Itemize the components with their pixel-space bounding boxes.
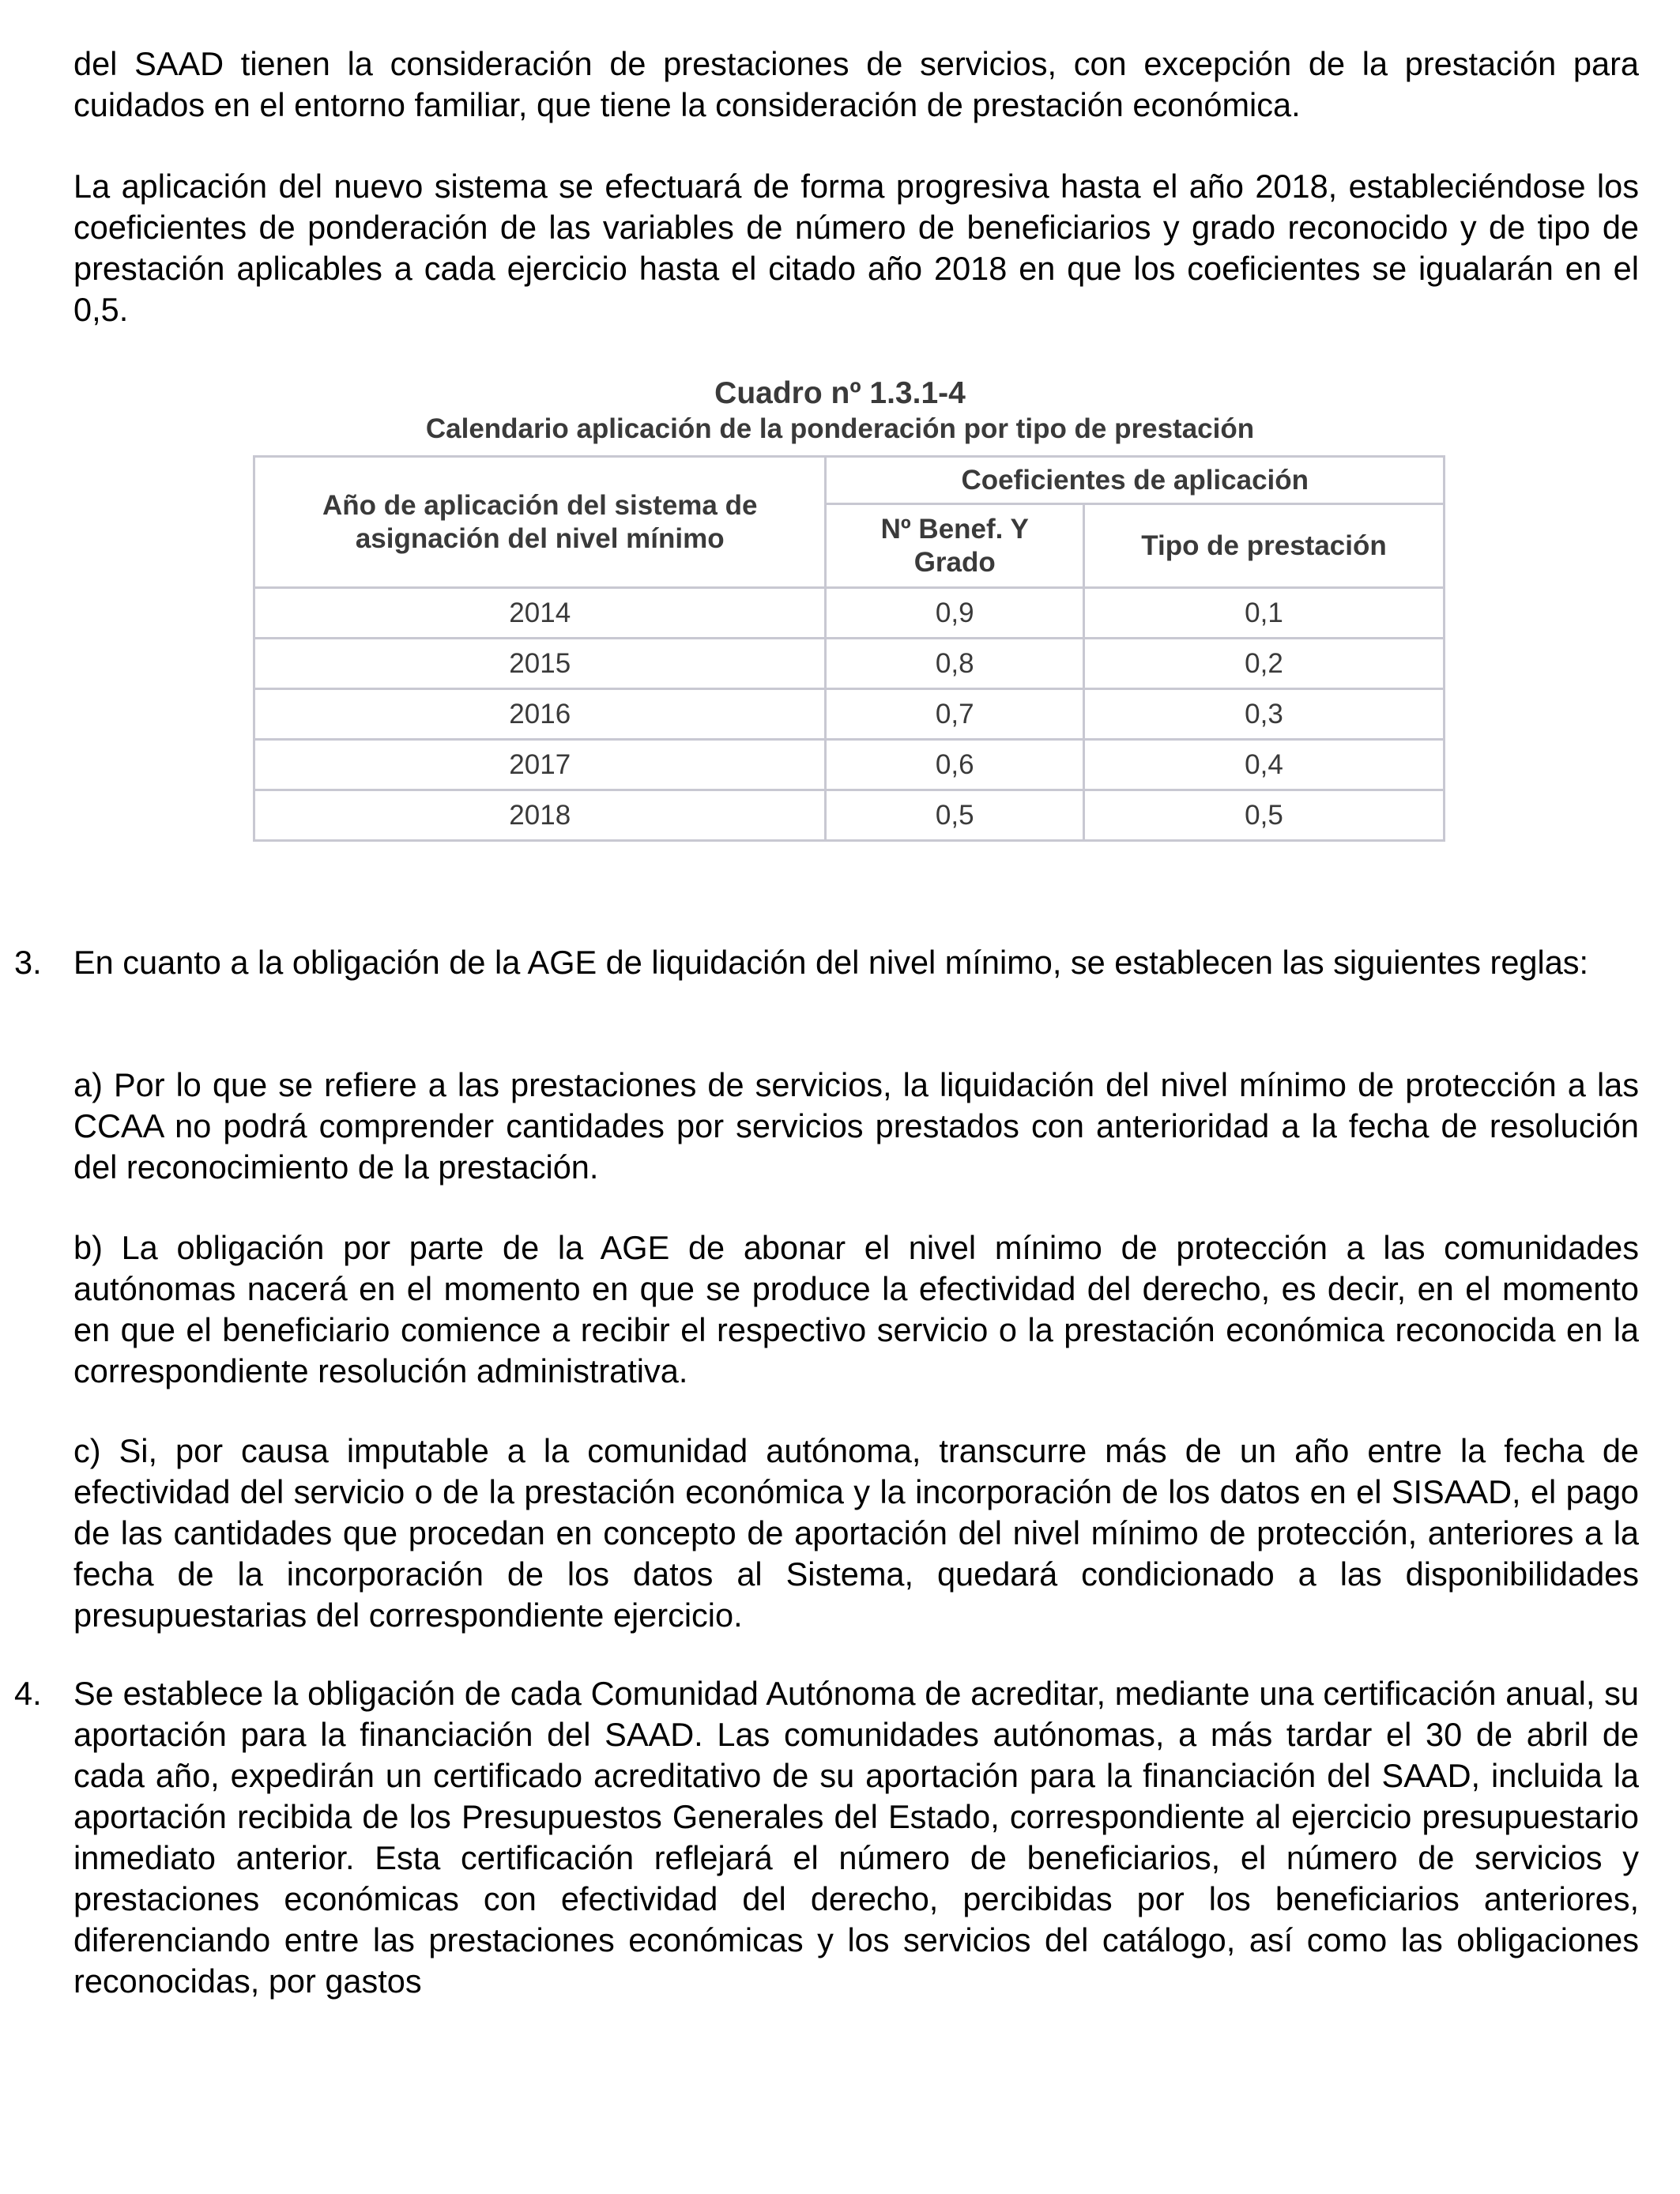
cell-benef: 0,6 [826,740,1084,790]
table-row [254,588,1445,639]
paragraph-intro: del SAAD tienen la consideración de prestaciones de servicios, con excepción de la prestación para cuidados en el entorno familiar, que tiene la consideración de prestación económica. [73,45,1639,123]
cell-year: 2017 [254,740,826,790]
list-number: 4. [14,1675,42,1712]
header-coefficients-group: Coeficientes de aplicación [826,457,1445,504]
cell-benef: 0,5 [826,790,1084,841]
cell-tipo: 0,2 [1083,639,1444,689]
table-title: Cuadro nº 1.3.1-4 [714,376,966,410]
cell-tipo: 0,1 [1083,588,1444,639]
list-item-text: Se establece la obligación de cada Comunidad Autónoma de acreditar, mediante una certificación anual, su aportación para la financiación del SAAD. Las comunidades autónomas, a más tardar el 30 de abril de cada año, expedirán un certificado acreditativo de su aportación para la financiación del SAAD, incluida la aportación recibida de los Presupuestos Generales del Estado, correspondiente al ejercicio presupuestario inmediato anterior. Esta certificación reflejará el número de beneficiarios, el número de servicios y prestaciones económicas con efectividad del derecho, percibidas por los beneficiarios anteriores, diferenciando entre las prestaciones económicas y los servicios del catálogo, así como las obligaciones reconocidas, por gastos [73,1675,1639,2000]
cell-year: 2014 [254,588,826,639]
rule-a: a) Por lo que se refiere a las prestaciones de servicios, la liquidación del nivel mínimo de protección a las CCAA no podrá comprender cantidades por servicios prestados con anterioridad a la fecha de resolución del reconocimiento de la prestación. [73,1066,1639,1186]
cell-year: 2016 [254,689,826,740]
list-item-4 [14,1673,1639,2002]
table-row [254,689,1445,740]
rule-c: c) Si, por causa imputable a la comunidad autónoma, transcurre más de un año entre la fecha de efectividad del servicio o de la prestación económica y la incorporación de los datos en el SISAAD, el pago de las cantidades que procedan en concepto de aportación del nivel mínimo de protección, anteriores a la fecha de la incorporación de los datos al Sistema, quedará condicionado a las disponibilidades presupuestarias del correspondiente ejercicio. [73,1432,1639,1634]
rule-b: b) La obligación por parte de la AGE de abonar el nivel mínimo de protección a las comunidades autónomas nacerá en el momento en que se produce la efectividad del derecho, es decir, en el momento en que el beneficiario comience a recibir el respectivo servicio o la prestación económica reconocida en la correspondiente resolución administrativa. [73,1229,1639,1389]
cell-tipo: 0,3 [1083,689,1444,740]
cell-year: 2018 [254,790,826,841]
header-year: Año de aplicación del sistema de asignación del nivel mínimo [254,457,826,588]
cell-benef: 0,7 [826,689,1084,740]
table-subtitle: Calendario aplicación de la ponderación por tipo de prestación [425,413,1255,444]
header-benef-grado: Nº Benef. Y Grado [826,504,1084,588]
coefficients-table [253,455,1445,842]
cell-benef: 0,9 [826,588,1084,639]
list-number: 3. [14,944,42,981]
header-tipo-prestacion: Tipo de prestación [1083,504,1444,588]
cell-tipo: 0,4 [1083,740,1444,790]
cell-benef: 0,8 [826,639,1084,689]
list-item-3 [14,942,1639,983]
table-row [254,639,1445,689]
table-row [254,740,1445,790]
list-item-text: En cuanto a la obligación de la AGE de liquidación del nivel mínimo, se establecen las siguientes reglas: [73,944,1589,981]
cell-year: 2015 [254,639,826,689]
paragraph-progressive-application: La aplicación del nuevo sistema se efectuará de forma progresiva hasta el año 2018, estableciéndose los coeficientes de ponderación de las variables de número de beneficiarios y grado reconocido y de tipo de prestación aplicables a cada ejercicio hasta el citado año 2018 en que los coeficientes se igualarán en el 0,5. [73,168,1639,328]
cell-tipo: 0,5 [1083,790,1444,841]
table-row [254,790,1445,841]
